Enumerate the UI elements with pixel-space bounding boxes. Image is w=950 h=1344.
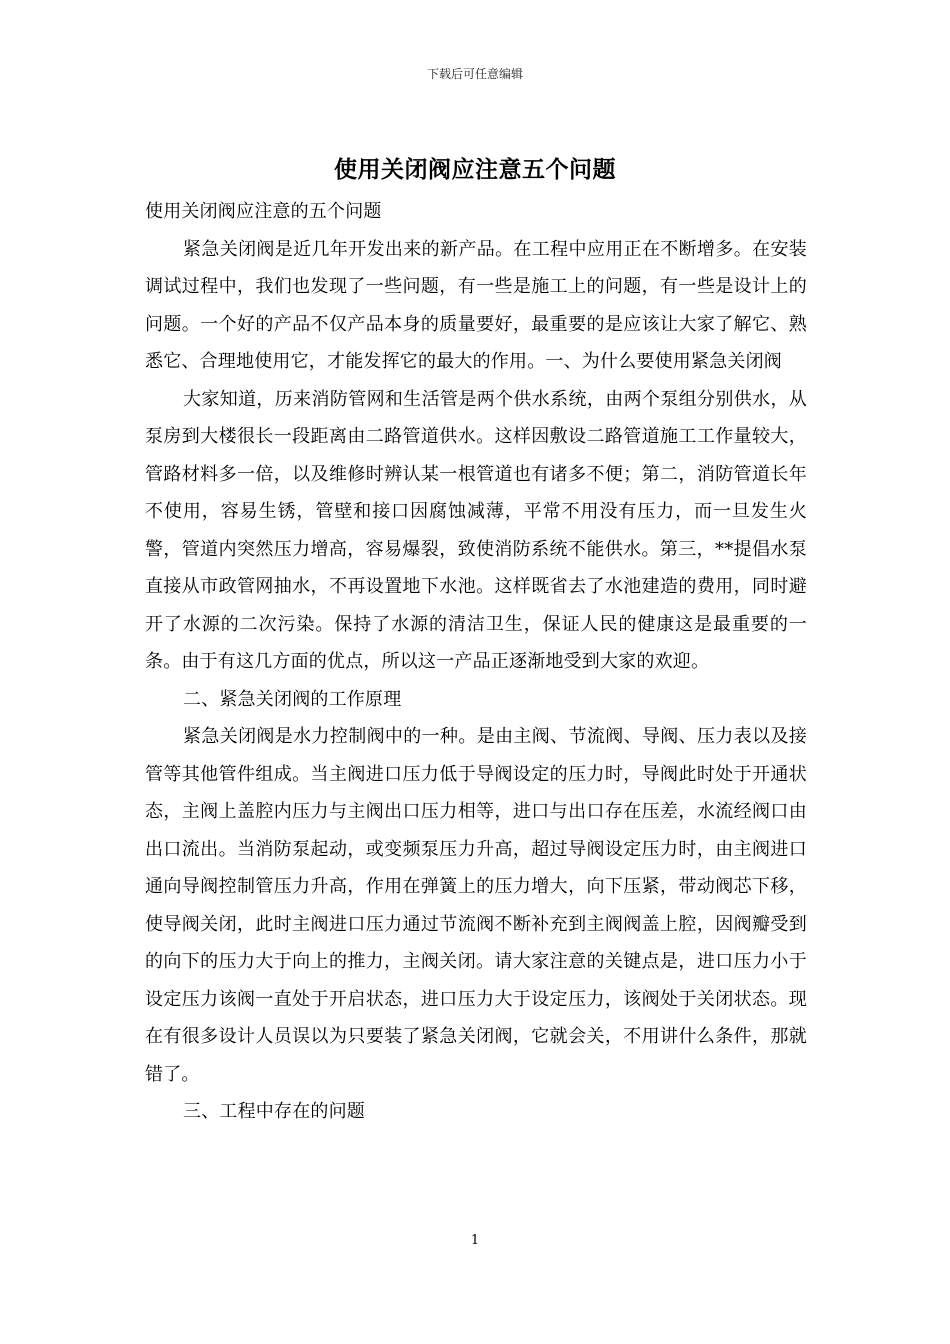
page-number: 1 (470, 1233, 480, 1248)
section-heading-working-principle: 二、紧急关闭阀的工作原理 (183, 688, 402, 710)
section-heading-engineering-problems: 三、工程中存在的问题 (183, 1101, 365, 1122)
document-body (145, 193, 807, 1131)
page-header: 下载后可任意编辑 (426, 67, 523, 81)
body-paragraph-working-principle: 紧急关闭阀是水力控制阀中的一种。是由主阀、节流阀、导阀、压力表以及接管等其他管件组成。当主阀进口压力低于导阀设定的压力时，导阀此时处于开通状态，主阀上盖腔内压力与主阀出口压力相等，进口与出口存在压差，水流经阀口由出口流出。当消防泵起动，或变频泵压力升高，超过导阀设定压力时，由主阀进口通向导阀控制管压力升高，作用在弹簧上的压力增大，向下压紧，带动阀芯下移，使导阀关闭，此时主阀进口压力通过节流阀不断补充到主阀阀盖上腔，因阀瓣受到的向下的压力大于向上的推力，主阀关闭。请大家注意的关键点是，进口压力小于设定压力该阀一直处于开启状态，进口压力大于设定压力，该阀处于关闭状态。现在有很多设计人员误以为只要装了紧急关闭阀，它就会关，不用讲什么条件，那就错了。 (145, 726, 807, 1085)
body-paragraph-intro: 紧急关闭阀是近几年开发出来的新产品。在工程中应用正在不断增多。在安装调试过程中，我们也发现了一些问题，有一些是施工上的问题，有一些是设计上的问题。一个好的产品不仅产品本身的质量要好，最重要的是应该让大家了解它、熟悉它、合理地使用它，才能发挥它的最大的作用。一、为什么要使用紧急关闭阀 (145, 238, 807, 372)
subtitle-paragraph: 使用关闭阀应注意的五个问题 (145, 201, 382, 222)
document-title: 使用关闭阀应注意五个问题 (334, 156, 616, 183)
body-paragraph-reasons: 大家知道，历来消防管网和生活管是两个供水系统，由两个泵组分别供水，从泵房到大楼很长一段距离由二路管道供水。这样因敷设二路管道施工工作量较大，管路材料多一倍，以及维修时辨认某一根管道也有诸多不便；第二，消防管道长年不使用，容易生锈，管壁和接口因腐蚀减薄，平常不用没有压力，而一旦发生火警，管道内突然压力增高，容易爆裂，致使消防系统不能供水。第三，**提倡水泵直接从市政管网抽水，不再设置地下水池。这样既省去了水池建造的费用，同时避开了水源的二次污染。保持了水源的清洁卫生，保证人民的健康这是最重要的一条。由于有这几方面的优点，所以这一产品正逐渐地受到大家的欢迎。 (145, 388, 807, 672)
